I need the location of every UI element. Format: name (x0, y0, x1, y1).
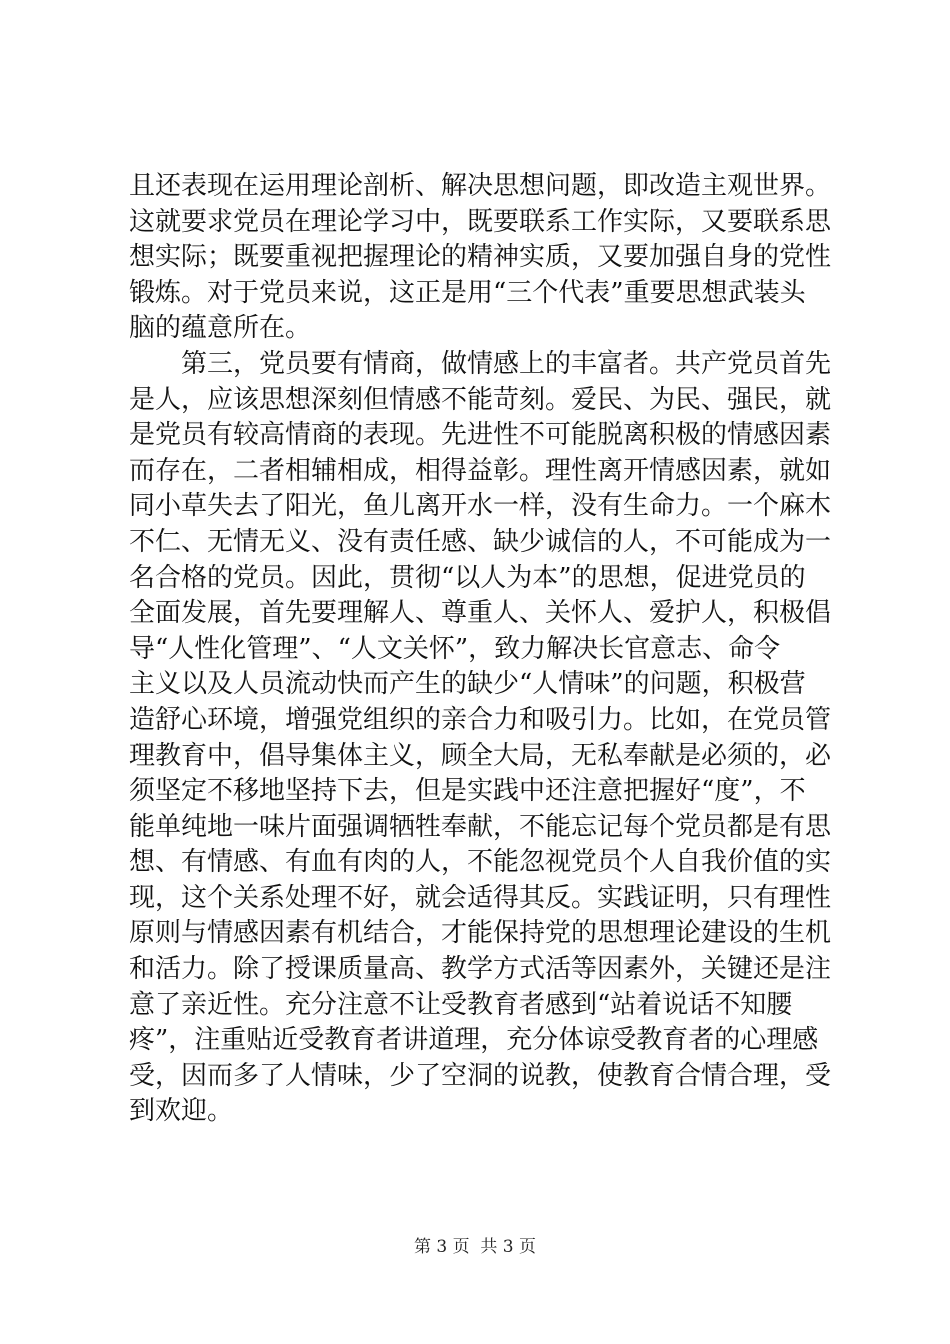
body-text (129, 169, 832, 1130)
page-footer: 第 3 页 共 3 页 (413, 1237, 537, 1257)
text-line: 是党员有较高情商的表现。先进性不可能脱离积极的情感因素 (129, 420, 832, 451)
text-line: 而存在，二者相辅相成，相得益彰。理性离开情感因素，就如 (129, 455, 832, 486)
text-line: 造舒心环境，增强党组织的亲合力和吸引力。比如，在党员管 (129, 704, 832, 735)
text-line: 意了亲近性。充分注意不让受教育者感到“站着说话不知腰 (129, 989, 793, 1020)
text-line: 脑的蕴意所在。 (129, 313, 312, 344)
text-line: 原则与情感因素有机结合，才能保持党的思想理论建设的生机 (129, 918, 832, 949)
text-line: 能单纯地一味片面强调牺牲奉献，不能忘记每个党员都是有思 (129, 811, 832, 842)
text-line: 现，这个关系处理不好，就会适得其反。实践证明，只有理性 (129, 882, 832, 913)
text-line: 名合格的党员。因此，贯彻“以人为本”的思想，促进党员的 (129, 562, 806, 593)
text-line: 同小草失去了阳光，鱼儿离开水一样，没有生命力。一个麻木 (129, 491, 832, 522)
text-line: 全面发展，首先要理解人、尊重人、关怀人、爱护人，积极倡 (129, 598, 832, 629)
text-line: 且还表现在运用理论剖析、解决思想问题，即改造主观世界。 (129, 171, 832, 201)
text-line: 疼”，注重贴近受教育者讲道理，充分体谅受教育者的心理感 (129, 1025, 819, 1056)
text-line: 不仁、无情无义、没有责任感、缺少诚信的人，不可能成为一 (129, 526, 832, 557)
text-line: 想实际；既要重视把握理论的精神实质，又要加强自身的党性 (129, 242, 832, 273)
text-line: 和活力。除了授课质量高、教学方式活等因素外，关键还是注 (129, 954, 832, 985)
text-line: 受，因而多了人情味，少了空洞的说教，使教育合情合理，受 (129, 1060, 832, 1091)
text-line: 第三，党员要有情商，做情感上的丰富者。共产党员首先 (129, 348, 832, 379)
text-line: 是人，应该思想深刻但情感不能苛刻。爱民、为民、强民，就 (129, 384, 832, 415)
text-line: 主义以及人员流动快而产生的缺少“人情味”的问题，积极营 (129, 669, 806, 700)
text-line: 到欢迎。 (129, 1096, 234, 1127)
text-line: 这就要求党员在理论学习中，既要联系工作实际，又要联系思 (129, 206, 832, 237)
text-line: 想、有情感、有血有肉的人，不能忽视党员个人自我价值的实 (129, 847, 832, 878)
text-line: 须坚定不移地坚持下去，但是实践中还注意把握好“度”，不 (129, 776, 806, 807)
text-line: 理教育中，倡导集体主义，顾全大局，无私奉献是必须的，必 (129, 740, 832, 771)
text-line: 导“人性化管理”、“人文关怀”，致力解决长官意志、命令 (129, 633, 781, 664)
text-line: 锻炼。对于党员来说，这正是用“三个代表”重要思想武装头 (129, 277, 806, 308)
